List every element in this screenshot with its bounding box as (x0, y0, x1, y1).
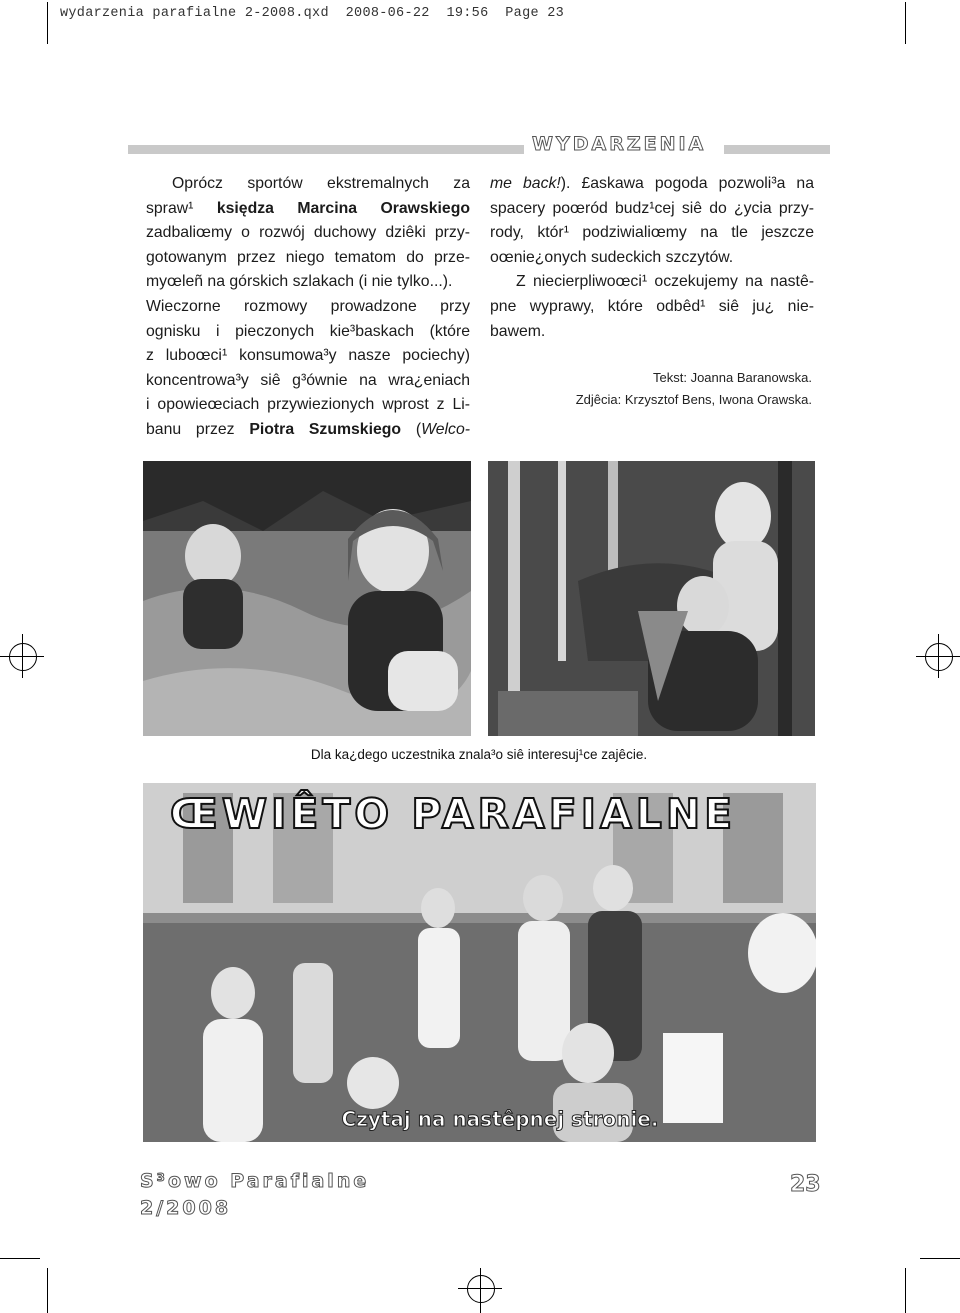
text-line: oœnie¿onych sudeckich szczytów. (490, 248, 734, 266)
text-line: gotowanym przez niego tematom do prze- (146, 248, 470, 266)
text-line: rody, któr¹ podziwialiœmy na tle jeszcze (490, 224, 814, 242)
text-line: ognisku i pieczonych kie³baskach (które (146, 322, 470, 340)
magazine-name: S³owo Parafialne 2/2008 (140, 1170, 370, 1219)
person-name: księdza Marcina Orawskiego (216, 199, 470, 217)
photo-children-on-rocks-image (143, 461, 471, 736)
print-slug: wydarzenia parafialne 2-2008.qxd 2008-06-22 19:56 Page 23 (60, 6, 565, 21)
text-line: spraw¹ księdza Marcina Orawskiego (146, 199, 470, 217)
banner-title: ŒWIÊTO PARAFIALNE (170, 790, 737, 838)
crop-mark (905, 1268, 906, 1313)
text-line: bawem. (490, 322, 546, 340)
photo-children-in-forest (488, 461, 815, 736)
registration-circle-bottom (467, 1275, 495, 1303)
crop-mark (47, 1268, 48, 1313)
crop-mark (905, 2, 906, 44)
text-line: me back!). £askawa pogoda pozwoli³a na (490, 175, 814, 192)
person-name: Piotra Szumskiego (249, 420, 402, 438)
text-line: Wieczorne rozmowy prowadzone przy (146, 297, 470, 315)
crop-mark (0, 1258, 40, 1259)
right-text-column (490, 172, 814, 344)
text-line: z luboœci¹ konsumowa³y nasze pociechy) (146, 347, 470, 365)
header-rule-left (128, 145, 524, 154)
page-number: 23 (790, 1172, 821, 1197)
photo-caption: Dla ka¿dego uczestnika znala³o siê interesuj¹ce zajêcie. (310, 747, 648, 762)
registration-circle-left (9, 643, 37, 671)
credits (490, 367, 812, 411)
text-line: i opowieœciach przywiezionych wprost z Li- (146, 396, 470, 414)
text-line: koncentrowa³y siê g³ównie na wra¿eniach (146, 371, 470, 389)
header-rule-right (724, 145, 830, 154)
text-line: banu przez Piotra Szumskiego (Welco- (146, 420, 470, 438)
text-line: spacery poœród budz¹cej siê do ¿ycia przy- (490, 199, 814, 217)
text-line: zadbaliœmy o rozwój duchowy dziêki przy- (146, 224, 470, 242)
registration-circle-right (925, 643, 953, 671)
photo-credit: Zdjêcia: Krzysztof Bens, Iwona Orawska. (575, 392, 812, 407)
text-line: Oprócz sportów ekstremalnych za (172, 175, 470, 192)
text-line: Z niecierpliwoœci¹ oczekujemy na nastê- (516, 273, 814, 291)
photo-children-on-rocks (143, 461, 471, 736)
section-label: WYDARZENIA (532, 133, 707, 155)
text-credit: Tekst: Joanna Baranowska. (653, 370, 812, 385)
crop-mark (920, 1258, 960, 1259)
read-more-link[interactable]: Czytaj na nastêpnej stronie. (341, 1107, 659, 1131)
photo-children-in-forest-image (488, 461, 815, 736)
crop-mark (47, 2, 48, 44)
left-text-column (146, 172, 470, 443)
text-line: myœleñ na górskich szlakach (i nie tylko...). (146, 273, 453, 291)
text-line: pne wyprawy, które odbêd¹ siê ju¿ nie- (490, 297, 814, 315)
